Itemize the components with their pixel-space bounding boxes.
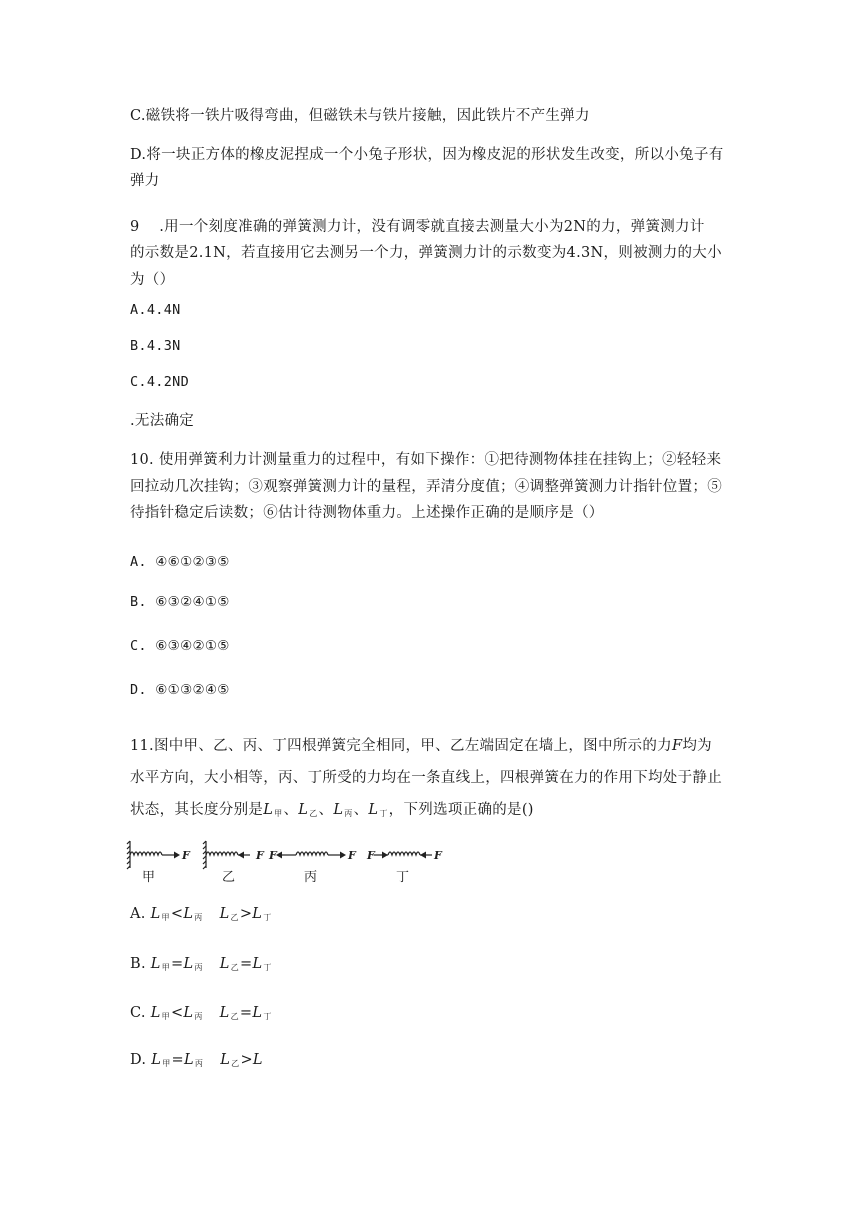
q9-option-c: C.4.2ND [130, 374, 189, 390]
force-label-ding-right: F [434, 849, 442, 862]
q9-option-d: .无法确定 [130, 413, 195, 429]
q9-option-b: B.4.3N [130, 338, 181, 354]
fig-label-ding: 丁 [396, 870, 410, 885]
force-label-ding-left: F [367, 849, 375, 862]
q11-line3-tail: ，下列选项正确的是() [388, 802, 534, 818]
force-label-bing-left: F [269, 849, 277, 862]
spring-bing [282, 852, 340, 855]
arrow-head-icon [238, 852, 244, 859]
q11-line1-tail: 均为 [682, 738, 712, 754]
length-symbol: L [333, 802, 344, 818]
q10-option-b: B. ⑥③②④①⑤ [130, 594, 230, 610]
spring-jia [127, 841, 174, 869]
q11-stem-line3 [130, 798, 534, 819]
subscript-ding: 丁 [379, 809, 388, 818]
q10-option-a: A. ④⑥①②③⑤ [130, 554, 230, 570]
q10-stem-line2: 回拉动几次挂钩；③观察弹簧测力计的量程，弄清分度值；④调整弹簧测力计指针位置；⑤ [130, 479, 722, 495]
q9-stem-line1: 9 .用一个刻度准确的弹簧测力计，没有调零就直接去测量大小为2N的力，弹簧测力计 [130, 219, 705, 235]
arrow-head-icon [276, 852, 282, 859]
q11-stem-line2: 水平方向，大小相等，丙、丁所受的力均在一条直线上，四根弹簧在力的作用下均处于静止 [130, 770, 722, 786]
fig-label-jia: 甲 [142, 870, 156, 885]
q11-line1-text: 11.图中甲、乙、丙、丁四根弹簧完全相同，甲、乙左端固定在墙上，图中所示的力 [130, 738, 672, 754]
arrow-head-icon [382, 852, 388, 859]
q8-option-d-line1: D.将一块正方体的橡皮泥捏成一个小兔子形状，因为橡皮泥的形状发生改变，所以小兔子有 [130, 147, 724, 163]
arrow-head-icon [174, 852, 180, 859]
q10-stem-line1: 10. 使用弹簧利力计测量重力的过程中，有如下操作：①把待测物体挂在挂钩上；②轻轻来 [130, 452, 722, 468]
q9-stem-line2: 的示数是2.1N，若直接用它去测另一个力，弹簧测力计的示数变为4.3N，则被测力的大小 [130, 245, 722, 261]
length-symbol: L [298, 802, 309, 818]
q10-stem-line3: 待指针稳定后读数；⑥估计待测物体重力。上述操作正确的是顺序是（） [130, 505, 604, 521]
q9-stem-line3: 为（） [130, 272, 175, 288]
arrow-head-icon [340, 852, 346, 859]
q8-option-c: C.磁铁将一铁片吸得弯曲，但磁铁未与铁片接触，因此铁片不产生弹力 [130, 108, 590, 124]
q8-option-d-line2: 弹力 [130, 173, 160, 189]
subscript-yi: 乙 [309, 809, 318, 818]
subscript-jia: 甲 [274, 809, 283, 818]
length-symbol: L [263, 802, 274, 818]
length-symbol: L [368, 802, 379, 818]
separator: 、 [318, 802, 334, 818]
q11-option-a: A. $L_甲<L_丙$ $L_乙>L_丁$ [130, 906, 272, 922]
q11-option-d: D. $L_甲=L_丙$ $L_乙>L$ [130, 1052, 263, 1068]
q11-line3-text: 状态，其长度分别是 [130, 802, 264, 818]
subscript-bing: 丙 [344, 809, 353, 818]
q11-option-c: C. $L_甲<L_丙$ $L_乙=L_丁$ [130, 1005, 272, 1021]
force-label-yi: F [256, 849, 264, 862]
fig-label-yi: 乙 [222, 870, 236, 885]
arrow-head-icon [420, 852, 426, 859]
force-label-bing-right: F [348, 849, 356, 862]
separator: 、 [283, 802, 299, 818]
q10-option-c: C. ⑥③④②①⑤ [130, 638, 230, 654]
force-label-jia: F [182, 849, 190, 862]
fig-label-bing: 丙 [304, 870, 318, 885]
q10-option-d: D. ⑥①③②④⑤ [130, 682, 230, 698]
q11-stem-line1 [130, 734, 712, 755]
separator: 、 [353, 802, 369, 818]
force-symbol: F [671, 738, 683, 754]
q9-option-a: A.4.4N [130, 302, 181, 318]
q11-option-b: B. $L_甲=L_丙$ $L_乙=L_丁$ [130, 956, 272, 972]
